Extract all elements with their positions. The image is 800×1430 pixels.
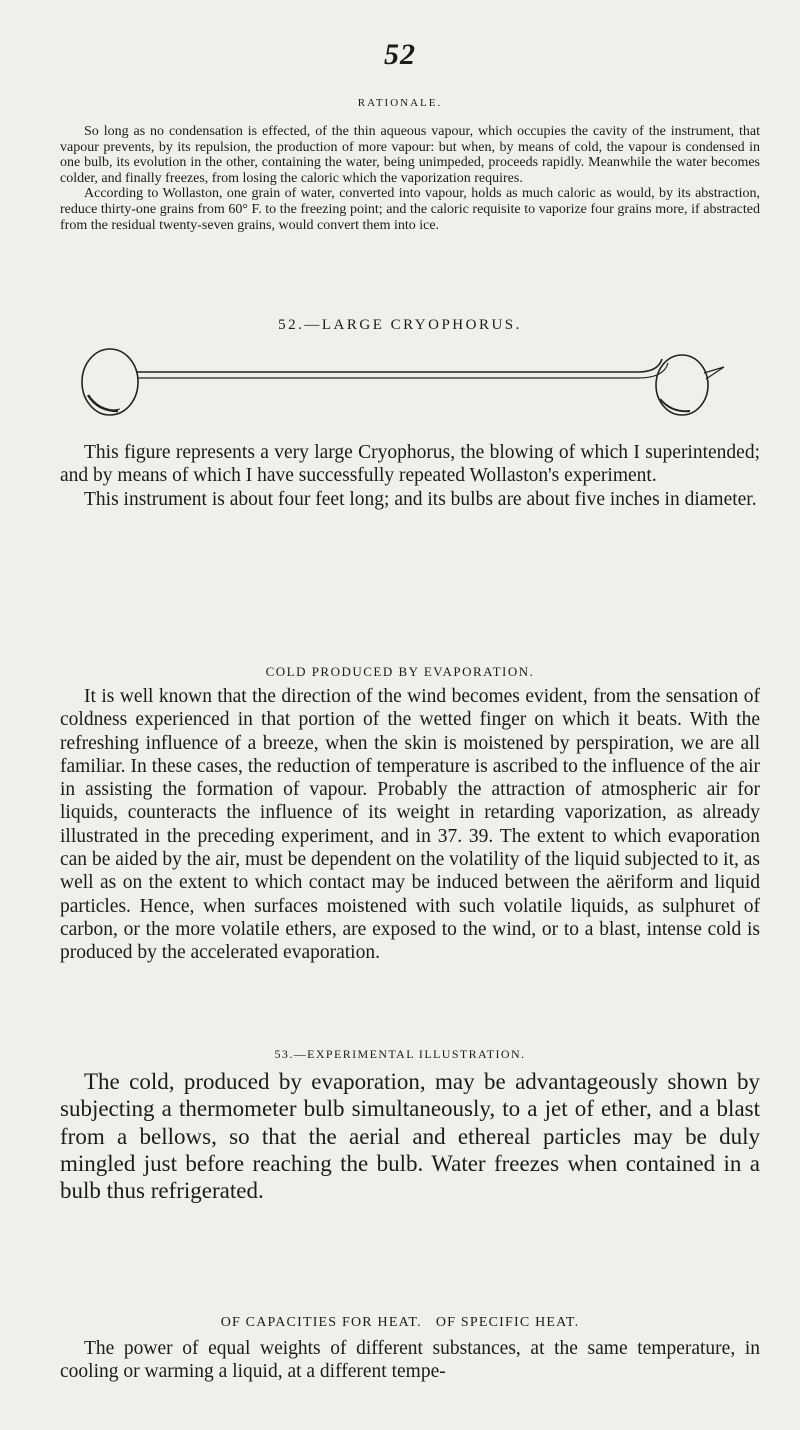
cryophorus-illustration bbox=[78, 345, 728, 420]
figure-52-description bbox=[60, 441, 760, 511]
experiment-53-heading: 53.—EXPERIMENTAL ILLUSTRATION. bbox=[274, 1047, 526, 1061]
wollaston-paragraph: According to Wollaston, one grain of water, converted into vapour, holds as much caloric as would, by its abstraction, reduce thirty-one grains from 60° F. to the freezing point; and the caloric requisite to vaporize four grains more, if abstracted from the residual twenty-seven grains, would convert them into ice. bbox=[60, 186, 760, 233]
instrument-size-paragraph: This instrument is about four feet long; and its bulbs are about five inches in diameter. bbox=[84, 488, 757, 510]
right-bulb-shade bbox=[660, 399, 690, 411]
capacities-paragraph: The power of equal weights of different substances, at the same temperature, in cooling or warming a liquid, at a different tempe- bbox=[60, 1338, 760, 1383]
page-number: 52 bbox=[384, 38, 416, 71]
rationale-text bbox=[60, 124, 760, 233]
cold-evaporation-paragraph: It is well known that the direction of the wind becomes evident, from the sensation of coldness experienced in that portion of the wetted finger on which it beats. With the refreshing influence of a breeze, when the skin is moistened by perspiration, we are all familiar. In these cases, the reduction of temperature is ascribed to the influence of the air in assisting the formation of vapour. Probably the attraction of atmospheric air for liquids, counteracts the influence of its weight in retarding vaporization, as already illustrated in the preceding experiment, and in 37. 39. The extent to which evaporation can be aided by the air, must be dependent on the volatility of the liquid subjected to it, as well as on the extent to which contact may be induced between the aëriform and liquid particles. Hence, when surfaces moistened with such volatile liquids, as sulphuret of carbon, or the more volatile ethers, are exposed to the wind, or to a blast, intense cold is produced by the accelerated evaporation. bbox=[60, 686, 760, 964]
figure-52-paragraph: This figure represents a very large Cryophorus, the blowing of which I superintended; and by means of which I have successfully repeated Wollaston's experiment. bbox=[60, 442, 760, 487]
tube-bend bbox=[638, 359, 662, 372]
rationale-paragraph: So long as no condensation is effected, of the thin aqueous vapour, which occupies the cavity of the instrument, that vapour prevents, by its repulsion, the production of more vapour: but when, by means of cold, the vapour is condensed in one bulb, its evolution in the other, containing the water, being unimpeded, proceeds rapidly. Meanwhile the water becomes colder, and finally freezes, from losing the caloric which the vaporization requires. bbox=[60, 124, 760, 186]
experiment-53-paragraph: The cold, produced by evaporation, may be advantageously shown by subjecting a thermometer bulb simultaneously, to a jet of ether, and a blast from a bellows, so that the aerial and ethereal particles may be duly mingled just before reaching the bulb. Water freezes when contained in a bulb thus refrigerated. bbox=[60, 1069, 760, 1204]
capacities-text bbox=[60, 1337, 760, 1384]
running-head: RATIONALE. bbox=[357, 97, 443, 109]
figure-52-heading: 52.—LARGE CRYOPHORUS. bbox=[278, 317, 522, 333]
left-bulb bbox=[82, 349, 138, 415]
cold-evaporation-heading: COLD PRODUCED BY EVAPORATION. bbox=[265, 664, 535, 679]
experiment-53-text bbox=[60, 1068, 760, 1204]
cold-evaporation-text bbox=[60, 685, 760, 965]
capacities-heading: OF CAPACITIES FOR HEAT. OF SPECIFIC HEAT. bbox=[220, 1315, 580, 1330]
cryophorus-figure bbox=[78, 345, 728, 420]
right-bulb bbox=[656, 355, 708, 415]
